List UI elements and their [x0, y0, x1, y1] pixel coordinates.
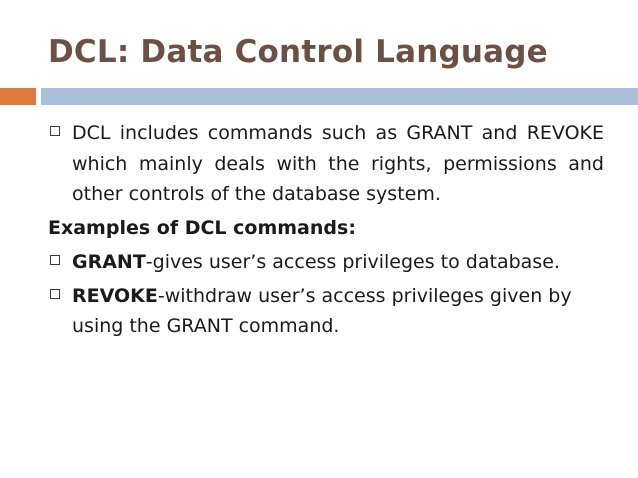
slide-body — [48, 118, 604, 342]
slide-title: DCL: Data Control Language — [48, 34, 548, 70]
bullet-text: -gives user’s access privileges to database. — [145, 251, 560, 273]
square-bullet-icon — [50, 255, 60, 265]
examples-heading: Examples of DCL commands: — [48, 216, 356, 239]
square-bullet-icon — [50, 289, 60, 299]
keyword-revoke: REVOKE — [72, 284, 158, 307]
bullet-revoke — [48, 281, 604, 342]
bullet-grant — [48, 247, 604, 278]
keyword-grant: GRANT — [72, 251, 146, 273]
accent-bar-blue — [41, 88, 638, 105]
bullet-text: DCL includes commands such as GRANT and REVOKE which mainly deals with the rights, permissions and other controls of the database system. — [72, 122, 604, 205]
bullet-text: -withdraw user’s access privileges given by using the GRANT command. — [72, 284, 572, 337]
accent-bar-orange — [0, 88, 36, 105]
square-bullet-icon — [50, 126, 60, 136]
bullet-dcl-description — [48, 118, 604, 210]
